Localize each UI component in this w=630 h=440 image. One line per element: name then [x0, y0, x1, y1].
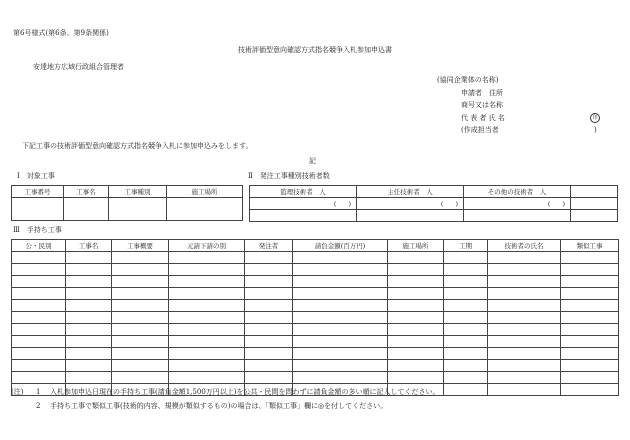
table-header-row [12, 240, 619, 252]
input-cell[interactable] [112, 312, 169, 324]
input-cell[interactable] [571, 198, 618, 210]
table-row [12, 348, 619, 360]
input-cell[interactable] [561, 348, 619, 360]
input-cell[interactable] [561, 360, 619, 372]
input-cell[interactable] [293, 252, 388, 264]
section3-title: Ⅲ 手持ち工事 [13, 226, 62, 234]
input-cell[interactable] [488, 264, 561, 276]
input-cell[interactable] [444, 264, 488, 276]
input-cell[interactable] [488, 360, 561, 372]
input-cell[interactable] [293, 360, 388, 372]
input-cell[interactable] [112, 288, 169, 300]
input-cell[interactable] [388, 324, 444, 336]
input-cell[interactable] [388, 264, 444, 276]
input-cell[interactable] [293, 276, 388, 288]
input-cell[interactable] [561, 312, 619, 324]
input-cell[interactable] [12, 264, 66, 276]
input-cell[interactable]: ( ) [357, 198, 464, 210]
header-cell: 類似工事 [561, 240, 619, 252]
input-cell[interactable] [245, 336, 293, 348]
input-cell[interactable] [169, 348, 245, 360]
input-cell[interactable] [561, 276, 619, 288]
input-cell[interactable] [388, 252, 444, 264]
input-cell[interactable] [388, 372, 444, 384]
note-1-text: 入札参加申込日現在の手持ち工事(請負金額1,500万円以上)を公共・民間を問わずに請負金額の多い順に記入してください。 [50, 388, 440, 396]
input-cell[interactable] [169, 264, 245, 276]
input-cell[interactable] [388, 288, 444, 300]
table-header-row [250, 186, 618, 198]
input-cell[interactable] [488, 276, 561, 288]
input-cell[interactable] [488, 348, 561, 360]
input-cell[interactable] [464, 210, 571, 222]
input-cell[interactable] [66, 300, 112, 312]
input-cell[interactable] [66, 336, 112, 348]
note-2-number: 2 [36, 402, 41, 410]
input-cell[interactable] [250, 210, 357, 222]
applicant-address-label: 申請者 住所 [461, 89, 503, 97]
input-cell[interactable] [66, 276, 112, 288]
table-row [250, 198, 618, 210]
input-cell[interactable] [357, 210, 464, 222]
input-cell[interactable] [169, 252, 245, 264]
notes-label: (注) [11, 388, 24, 396]
input-cell[interactable] [293, 312, 388, 324]
input-cell[interactable] [245, 312, 293, 324]
header-cell: 工期 [444, 240, 488, 252]
header-cell: 主任技術者 人 [357, 186, 464, 198]
input-cell[interactable] [12, 312, 66, 324]
input-cell[interactable] [245, 324, 293, 336]
seal-text: 印 [590, 113, 600, 123]
input-cell[interactable] [388, 336, 444, 348]
input-cell[interactable] [293, 348, 388, 360]
input-cell[interactable] [66, 372, 112, 384]
input-cell[interactable] [444, 384, 488, 396]
input-cell[interactable] [112, 336, 169, 348]
ki-mark: 記 [309, 157, 316, 165]
table-row [12, 264, 619, 276]
input-cell[interactable] [388, 348, 444, 360]
input-cell[interactable] [444, 288, 488, 300]
input-cell[interactable] [12, 276, 66, 288]
input-cell[interactable] [388, 360, 444, 372]
input-cell[interactable] [169, 360, 245, 372]
input-cell[interactable] [12, 348, 66, 360]
table-row [250, 210, 618, 222]
intro-text: 下記工事の技術評価型意向確認方式指名競争入札に参加申込みをします。 [22, 142, 253, 150]
seal-mark [590, 113, 600, 123]
input-cell[interactable] [66, 252, 112, 264]
input-cell[interactable]: ( ) [250, 198, 357, 210]
contact-close: ) [594, 126, 597, 134]
input-cell[interactable] [444, 300, 488, 312]
input-cell[interactable] [444, 360, 488, 372]
header-cell: 施工場所 [167, 186, 243, 198]
input-cell[interactable] [109, 198, 167, 221]
input-cell[interactable] [112, 264, 169, 276]
table-row [12, 336, 619, 348]
input-cell[interactable] [169, 336, 245, 348]
input-cell[interactable] [112, 276, 169, 288]
table-row [12, 198, 243, 221]
input-cell[interactable] [169, 324, 245, 336]
input-cell[interactable] [293, 336, 388, 348]
input-cell[interactable] [561, 372, 619, 384]
input-cell[interactable] [112, 360, 169, 372]
input-cell[interactable] [12, 300, 66, 312]
input-cell[interactable] [388, 276, 444, 288]
input-cell[interactable] [169, 300, 245, 312]
input-cell[interactable] [488, 312, 561, 324]
input-cell[interactable] [488, 288, 561, 300]
input-cell[interactable] [444, 312, 488, 324]
input-cell[interactable] [66, 264, 112, 276]
page-title: 技術評価型意向確認方式指名競争入札参加申込書 [238, 46, 392, 54]
header-cell: 工事名 [64, 186, 109, 198]
input-cell[interactable] [444, 372, 488, 384]
input-cell[interactable] [388, 300, 444, 312]
input-cell[interactable] [112, 348, 169, 360]
ongoing-work-table [11, 239, 619, 396]
header-cell: 工事概要 [112, 240, 169, 252]
header-cell: 公・民別 [12, 240, 66, 252]
input-cell[interactable] [66, 360, 112, 372]
input-cell[interactable] [293, 288, 388, 300]
input-cell[interactable] [167, 198, 243, 221]
input-cell[interactable] [293, 264, 388, 276]
header-cell: 監理技術者 人 [250, 186, 357, 198]
input-cell[interactable] [112, 372, 169, 384]
input-cell[interactable] [66, 324, 112, 336]
input-cell[interactable] [561, 384, 619, 396]
header-cell: 工事番号 [12, 186, 64, 198]
input-cell[interactable] [488, 252, 561, 264]
joint-venture-label: (協同企業体の名称) [437, 76, 499, 84]
input-cell[interactable] [12, 198, 64, 221]
input-cell[interactable] [245, 348, 293, 360]
form-number: 第6号様式(第6条、第9条関係) [13, 29, 109, 37]
table-row [12, 252, 619, 264]
table-row [12, 324, 619, 336]
input-cell[interactable] [561, 324, 619, 336]
input-cell[interactable] [444, 324, 488, 336]
representative-label: 代 表 者 氏 名 [461, 114, 505, 122]
input-cell[interactable]: ( ) [464, 198, 571, 210]
input-cell[interactable] [169, 372, 245, 384]
section1-title: Ⅰ 対象工事 [17, 172, 55, 180]
addressee: 安達地方広域行政組合管理者 [33, 63, 124, 71]
input-cell[interactable] [293, 300, 388, 312]
input-cell[interactable] [488, 372, 561, 384]
header-cell: その他の技術者 人 [464, 186, 571, 198]
table-row [12, 288, 619, 300]
input-cell[interactable] [12, 288, 66, 300]
table-header-row [12, 186, 243, 198]
input-cell[interactable] [64, 198, 109, 221]
target-work-table [11, 185, 243, 221]
trade-name-label: 商号又は名称 [461, 101, 503, 109]
table-row [12, 276, 619, 288]
table-row [12, 312, 619, 324]
input-cell[interactable] [293, 324, 388, 336]
input-cell[interactable] [488, 336, 561, 348]
input-cell[interactable] [169, 288, 245, 300]
input-cell[interactable] [444, 348, 488, 360]
input-cell[interactable] [245, 372, 293, 384]
input-cell[interactable] [561, 252, 619, 264]
input-cell[interactable] [561, 336, 619, 348]
header-cell: 発注者 [245, 240, 293, 252]
header-cell: 工事名 [66, 240, 112, 252]
input-cell[interactable] [561, 288, 619, 300]
contact-label: (作成担当者 [461, 126, 499, 134]
input-cell[interactable] [293, 372, 388, 384]
input-cell[interactable] [245, 288, 293, 300]
input-cell[interactable] [245, 276, 293, 288]
table-row [12, 300, 619, 312]
input-cell[interactable] [488, 300, 561, 312]
engineer-count-table [249, 185, 618, 222]
input-cell[interactable] [12, 252, 66, 264]
input-cell[interactable] [245, 300, 293, 312]
note-2-text: 手持ち工事で類似工事(技術的内容、規模が類似するもの)の場合は、「類似工事」欄に◎を付してください。 [50, 402, 388, 410]
input-cell[interactable] [561, 264, 619, 276]
header-cell: 元請下請の別 [169, 240, 245, 252]
table-row [12, 372, 619, 384]
input-cell[interactable] [245, 264, 293, 276]
table-row [12, 360, 619, 372]
input-cell[interactable] [571, 210, 618, 222]
input-cell[interactable] [66, 288, 112, 300]
input-cell[interactable] [444, 252, 488, 264]
input-cell[interactable] [112, 252, 169, 264]
input-cell[interactable] [12, 360, 66, 372]
input-cell[interactable] [112, 300, 169, 312]
header-cell: 施工場所 [388, 240, 444, 252]
header-cell: 技術者の氏名 [488, 240, 561, 252]
input-cell[interactable] [12, 372, 66, 384]
input-cell[interactable] [12, 336, 66, 348]
input-cell[interactable] [444, 336, 488, 348]
input-cell[interactable] [112, 324, 169, 336]
input-cell[interactable] [169, 276, 245, 288]
header-cell: 工事種別 [109, 186, 167, 198]
input-cell[interactable] [444, 276, 488, 288]
section2-title: Ⅱ 発注工事種別技術者数 [248, 172, 330, 180]
header-cell: 請負金額(百万円) [293, 240, 388, 252]
input-cell[interactable] [561, 300, 619, 312]
input-cell[interactable] [245, 252, 293, 264]
header-cell [571, 186, 618, 198]
input-cell[interactable] [245, 360, 293, 372]
input-cell[interactable] [66, 348, 112, 360]
input-cell[interactable] [488, 324, 561, 336]
note-1-number: 1 [36, 388, 41, 396]
input-cell[interactable] [66, 312, 112, 324]
input-cell[interactable] [488, 384, 561, 396]
input-cell[interactable] [12, 324, 66, 336]
input-cell[interactable] [169, 312, 245, 324]
input-cell[interactable] [388, 312, 444, 324]
